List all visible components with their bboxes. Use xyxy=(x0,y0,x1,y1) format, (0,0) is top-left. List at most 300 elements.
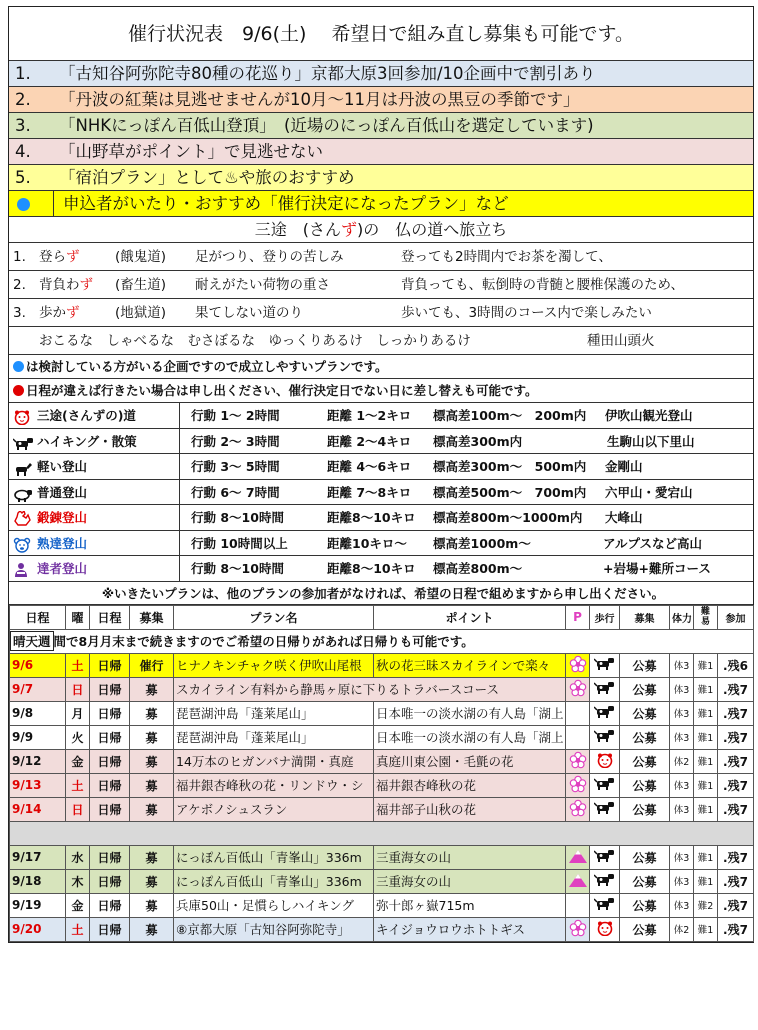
table-row[interactable] xyxy=(10,701,754,725)
row-difficulty: 難1 xyxy=(694,653,718,677)
highlight-text: 「NHKにっぽん百低山登頂」 (近場のにっぽん百低山を選定しています) xyxy=(59,116,594,135)
request-note: ※いきたいプランは、他のプランの参加者がなければ、希望の日程で組めますから申し出ください。 xyxy=(9,582,753,605)
row-difficulty: 難1 xyxy=(694,701,718,725)
highlight-item xyxy=(9,165,753,191)
row-recruit: 公募 xyxy=(620,893,670,917)
level-distance: 距離 2〜4キロ xyxy=(327,433,412,449)
tiger-face-icon xyxy=(590,917,620,941)
dog-icon xyxy=(590,677,620,701)
row-recruit: 公募 xyxy=(620,749,670,773)
mantra-row xyxy=(9,243,753,271)
table-row[interactable] xyxy=(10,653,754,677)
table-row[interactable] xyxy=(10,677,754,701)
row-difficulty: 難1 xyxy=(694,917,718,941)
table-row[interactable] xyxy=(10,797,754,821)
mantra-note: 歩いても、3時間のコース内で楽しみたい xyxy=(401,305,652,321)
level-action: 行動 1〜 2時間 xyxy=(191,408,280,423)
row-recruit: 公募 xyxy=(620,845,670,869)
highlight-item xyxy=(9,139,753,165)
row-date: 9/13 xyxy=(10,773,66,797)
row-join: .残7 xyxy=(718,701,754,725)
level-action: 行動 6〜 7時間 xyxy=(191,484,280,500)
row-point xyxy=(374,869,566,893)
rooster-icon xyxy=(13,510,29,524)
highlight-text: 「宿泊プラン」として♨や旅のおすすめ xyxy=(59,168,355,187)
row-plan xyxy=(174,869,374,893)
row-difficulty: 難1 xyxy=(694,677,718,701)
row-difficulty: 難2 xyxy=(694,893,718,917)
row-point xyxy=(374,893,566,917)
row-plan xyxy=(174,893,374,917)
proverb-author: 種田山頭火 xyxy=(587,333,655,349)
point-text: 日本唯一の淡水湖の有人島「湖上 xyxy=(376,730,564,745)
mantra-desc: 足がつり、登りの苦しみ xyxy=(195,249,344,265)
mantra-verb xyxy=(39,271,93,299)
level-divider xyxy=(179,556,180,582)
highlight-number: 3. xyxy=(15,116,31,135)
mantra-verb xyxy=(39,243,80,271)
level-name: 三途(さんずの)道 xyxy=(37,408,136,423)
row-point xyxy=(374,725,566,749)
hdr-diff-b: 易 xyxy=(700,617,710,627)
level-row xyxy=(9,429,753,455)
level-distance: 距離 7〜8キロ xyxy=(327,484,412,500)
row-date: 9/18 xyxy=(10,869,66,893)
hdr-date: 日程 xyxy=(10,605,66,629)
row-recruit: 公募 xyxy=(620,725,670,749)
dog-icon xyxy=(590,797,620,821)
banner-box: 晴天週 xyxy=(10,631,54,651)
row-difficulty: 難1 xyxy=(694,725,718,749)
level-name: 鍛錬登山 xyxy=(37,510,88,525)
level-row xyxy=(9,454,753,480)
level-list xyxy=(9,403,753,582)
row-recruit: 公募 xyxy=(620,677,670,701)
row-date: 9/20 xyxy=(10,917,66,941)
plan-name: にっぽん百低山「青峯山」336m xyxy=(176,850,362,865)
row-stamina: 体3 xyxy=(670,725,694,749)
mantra-row xyxy=(9,299,753,327)
highlight-number: 4. xyxy=(15,142,31,161)
row-status: 募 xyxy=(130,749,174,773)
mountain-icon xyxy=(566,869,590,893)
level-row xyxy=(9,505,753,531)
mantra-num: 1. xyxy=(13,249,26,265)
row-plan xyxy=(174,845,374,869)
level-elevation: 標高差300m〜 500m内 xyxy=(433,459,587,474)
row-status: 募 xyxy=(130,797,174,821)
level-name: 軽い登山 xyxy=(37,459,88,474)
notice-text: 申込者がいたり・おすすめ「催行決定になったプラン」など xyxy=(63,194,509,213)
plan-name[interactable]: 14万本のヒガンバナ満開・真庭 xyxy=(176,754,354,769)
level-distance: 距離 1〜2キロ xyxy=(327,408,412,423)
plan-name: 琵琶湖沖島「蓬莱尾山」 xyxy=(176,730,314,745)
row-plan xyxy=(174,917,374,941)
level-row xyxy=(9,480,753,506)
dog-icon xyxy=(590,773,620,797)
row-date: 9/8 xyxy=(10,701,66,725)
subtitle-red: ず xyxy=(340,220,357,239)
row-status: 募 xyxy=(130,701,174,725)
mantra-verb-a: 登ら xyxy=(39,249,66,265)
row-plan xyxy=(174,749,374,773)
plan-name[interactable]: 福井銀杏峰秋の花・リンドウ・シ xyxy=(176,778,364,793)
mantra-row xyxy=(9,271,753,299)
hdr-recruit: 募集 xyxy=(620,605,670,629)
highlight-text: 「古知谷阿弥陀寺80種の花巡り」京都大原3回参加/10企画中で割引あり xyxy=(59,64,596,83)
tiger-face-icon xyxy=(590,749,620,773)
row-status: 募 xyxy=(130,869,174,893)
table-row[interactable] xyxy=(10,773,754,797)
flower-icon xyxy=(566,749,590,773)
spacer-cell xyxy=(10,821,754,845)
row-join: .残7 xyxy=(718,773,754,797)
mountain-icon xyxy=(566,845,590,869)
level-divider xyxy=(179,505,180,531)
row-type: 日帰 xyxy=(90,869,130,893)
row-recruit: 公募 xyxy=(620,797,670,821)
row-plan xyxy=(174,677,566,701)
level-elevation: 標高差100m〜 200m内 xyxy=(433,408,587,423)
red-dot-icon xyxy=(13,385,24,396)
dog-icon xyxy=(590,701,620,725)
dog-icon xyxy=(590,653,620,677)
level-action: 行動 10時間以上 xyxy=(191,535,288,551)
level-distance: 距離 4〜6キロ xyxy=(327,459,412,474)
row-plan xyxy=(174,653,374,677)
dog-icon xyxy=(590,869,620,893)
bear-icon xyxy=(13,536,29,550)
row-point xyxy=(374,917,566,941)
mantra-list xyxy=(9,243,753,327)
flower-icon xyxy=(566,653,590,677)
highlight-number: 2. xyxy=(15,90,31,109)
table-row[interactable] xyxy=(10,893,754,917)
point-text: 福井銀杏峰秋の花 xyxy=(376,778,477,793)
table-row[interactable] xyxy=(10,845,754,869)
highlight-item xyxy=(9,61,753,87)
dog-icon xyxy=(590,893,620,917)
table-row[interactable] xyxy=(10,749,754,773)
row-plan xyxy=(174,701,374,725)
row-dow: 金 xyxy=(66,893,90,917)
row-dow: 火 xyxy=(66,725,90,749)
flower-icon xyxy=(566,677,590,701)
level-example: 大峰山 xyxy=(605,510,643,525)
row-type: 日帰 xyxy=(90,917,130,941)
mantra-verb xyxy=(39,299,80,327)
level-divider xyxy=(179,403,180,429)
plan-name: 兵庫50山・足慣らしハイキング xyxy=(176,898,355,913)
row-date: 9/7 xyxy=(10,677,66,701)
spacer-row xyxy=(10,821,754,845)
row-stamina: 体2 xyxy=(670,917,694,941)
level-divider xyxy=(179,454,180,480)
highlight-text: 「丹波の紅葉は見逃せませんが10月〜11月は丹波の黒豆の季節です」 xyxy=(59,90,580,109)
row-type: 日帰 xyxy=(90,677,130,701)
row-dow: 木 xyxy=(66,869,90,893)
page-title: 催行状況表 9/6(土) 希望日で組み直し募集も可能です。 xyxy=(9,7,753,61)
row-recruit: 公募 xyxy=(620,869,670,893)
flower-icon xyxy=(566,797,590,821)
row-dow: 月 xyxy=(66,701,90,725)
note-blue-text: は検討している方がいる企画ですので成立しやすいプランです。 xyxy=(26,359,388,374)
row-type: 日帰 xyxy=(90,893,130,917)
level-example: +岩場+難所コース xyxy=(603,561,711,576)
row-point xyxy=(374,749,566,773)
row-difficulty: 難1 xyxy=(694,869,718,893)
row-dow: 土 xyxy=(66,653,90,677)
level-action: 行動 8〜10時間 xyxy=(191,561,284,576)
row-type: 日帰 xyxy=(90,845,130,869)
subtitle-pre: 三途 (さん xyxy=(254,220,341,239)
row-stamina: 体3 xyxy=(670,869,694,893)
point-text: 三重海女の山 xyxy=(376,850,452,865)
row-join: .残7 xyxy=(718,893,754,917)
level-divider xyxy=(179,429,180,455)
level-elevation: 標高差300m内 xyxy=(433,433,523,449)
level-example: 六甲山・愛宕山 xyxy=(605,484,693,500)
row-difficulty: 難1 xyxy=(694,797,718,821)
level-example: 金剛山 xyxy=(605,459,643,474)
table-row[interactable] xyxy=(10,725,754,749)
mantra-realm: (餓鬼道) xyxy=(115,249,167,265)
row-date: 9/14 xyxy=(10,797,66,821)
hdr-dow: 曜 xyxy=(66,605,90,629)
row-status: 募 xyxy=(130,677,174,701)
blue-dot-icon xyxy=(13,361,24,372)
note-red xyxy=(9,379,753,403)
level-action: 行動 2〜 3時間 xyxy=(191,433,280,449)
highlight-text: 「山野草がポイント」で見逃せない xyxy=(59,142,323,161)
empty-p-cell xyxy=(566,701,590,725)
plan-name: にっぽん百低山「青峯山」336m xyxy=(176,874,362,889)
row-point xyxy=(374,701,566,725)
table-row[interactable] xyxy=(10,869,754,893)
row-status: 募 xyxy=(130,845,174,869)
highlight-item xyxy=(9,113,753,139)
level-row xyxy=(9,531,753,557)
mantra-verb-a: 背負わ xyxy=(39,277,80,293)
dog-icon xyxy=(13,434,29,448)
plan-name: 琵琶湖沖島「蓬莱尾山」 xyxy=(176,706,314,721)
level-name: 普通登山 xyxy=(37,484,88,500)
level-elevation: 標高差1000m〜 xyxy=(433,535,531,551)
row-date: 9/19 xyxy=(10,893,66,917)
plan-name[interactable]: ヒナノキンチャク咲く伊吹山尾根 xyxy=(176,658,362,673)
row-status: 募 xyxy=(130,917,174,941)
mantra-num: 3. xyxy=(13,305,26,321)
empty-p-cell xyxy=(566,725,590,749)
level-elevation: 標高差800m〜 xyxy=(433,561,523,576)
row-type: 日帰 xyxy=(90,797,130,821)
row-recruit: 公募 xyxy=(620,917,670,941)
row-stamina: 体3 xyxy=(670,677,694,701)
level-name: 達者登山 xyxy=(37,561,88,576)
row-type: 日帰 xyxy=(90,653,130,677)
plan-name: スカイライン有料から静馬ヶ原に下りるトラバースコース xyxy=(176,682,500,697)
row-stamina: 体3 xyxy=(670,797,694,821)
level-example: アルプスなど高山 xyxy=(603,535,703,551)
level-distance: 距離10キロ〜 xyxy=(327,535,407,551)
row-date: 9/17 xyxy=(10,845,66,869)
row-date: 9/9 xyxy=(10,725,66,749)
level-distance: 距離8〜10キロ xyxy=(327,561,416,576)
row-dow: 日 xyxy=(66,677,90,701)
level-row xyxy=(9,403,753,429)
schedule-table xyxy=(9,605,754,942)
row-stamina: 体3 xyxy=(670,701,694,725)
highlight-number: 5. xyxy=(15,168,31,187)
row-stamina: 体3 xyxy=(670,845,694,869)
subtitle-post: )の 仏の道へ旅立ち xyxy=(357,220,508,239)
row-plan xyxy=(174,725,374,749)
flower-icon xyxy=(566,773,590,797)
mantra-desc: 果てしない道のり xyxy=(195,305,303,321)
mantra-realm: (畜生道) xyxy=(115,277,167,293)
point-text: キイジョウロウホトトギス xyxy=(376,922,526,937)
row-recruit: 公募 xyxy=(620,653,670,677)
point-text[interactable]: 弥十郎ヶ嶽715m xyxy=(376,898,475,913)
point-text: 三重海女の山 xyxy=(376,874,452,889)
mantra-num: 2. xyxy=(13,277,26,293)
row-point xyxy=(374,845,566,869)
row-dow: 日 xyxy=(66,797,90,821)
notice-row xyxy=(9,191,753,217)
row-date: 9/6 xyxy=(10,653,66,677)
row-join: .残7 xyxy=(718,845,754,869)
row-plan xyxy=(174,773,374,797)
mantra-desc: 耐えがたい荷物の重さ xyxy=(195,277,330,293)
row-point xyxy=(374,797,566,821)
mantra-verb-b: ず xyxy=(66,305,80,321)
point-text: 日本唯一の淡水湖の有人島「湖上 xyxy=(376,706,564,721)
row-join: .残7 xyxy=(718,725,754,749)
hdr-diff-a: 難 xyxy=(700,607,710,617)
level-name: ハイキング・散策 xyxy=(37,433,137,449)
proverb-text: おこるな しゃべるな むさぼるな ゆっくりあるけ しっかりあるけ xyxy=(39,333,471,349)
dog-icon xyxy=(590,725,620,749)
row-dow: 土 xyxy=(66,917,90,941)
point-text: 秋の花三昧スカイラインで楽々 xyxy=(376,658,551,673)
row-difficulty: 難1 xyxy=(694,845,718,869)
row-stamina: 体3 xyxy=(670,653,694,677)
level-elevation: 標高差500m〜 700m内 xyxy=(433,484,587,500)
note-red-text: 日程が違えば行きたい場合は申し出ください、催行決定日でない日に差し替えも可能です。 xyxy=(26,383,538,398)
row-date: 9/12 xyxy=(10,749,66,773)
row-difficulty: 難1 xyxy=(694,749,718,773)
level-elevation: 標高差800m〜1000m内 xyxy=(433,510,583,525)
row-status: 催行 xyxy=(130,653,174,677)
row-join: .残7 xyxy=(718,749,754,773)
flower-icon xyxy=(566,917,590,941)
mantra-verb-b: ず xyxy=(66,249,80,265)
row-type: 日帰 xyxy=(90,773,130,797)
point-text: 福井部子山秋の花 xyxy=(376,802,477,817)
monk-icon xyxy=(13,561,29,575)
row-point xyxy=(374,653,566,677)
highlight-list xyxy=(9,61,753,191)
level-name: 熟達登山 xyxy=(37,535,88,551)
dog-icon xyxy=(590,845,620,869)
note-blue xyxy=(9,355,753,379)
row-difficulty: 難1 xyxy=(694,773,718,797)
row-stamina: 体3 xyxy=(670,893,694,917)
hdr-diff xyxy=(694,605,718,629)
level-divider xyxy=(179,531,180,557)
plan-name: ⑧京都大原「古知谷阿弥陀寺」 xyxy=(176,922,350,937)
row-join: .残7 xyxy=(718,677,754,701)
row-join: .残7 xyxy=(718,917,754,941)
mantra-verb-b: ず xyxy=(79,277,93,293)
hdr-plan: プラン名 xyxy=(174,605,374,629)
row-point xyxy=(374,773,566,797)
row-join: .残7 xyxy=(718,797,754,821)
level-distance: 距離8〜10キロ xyxy=(327,510,416,525)
schedule-sheet xyxy=(8,6,754,943)
row-recruit: 公募 xyxy=(620,701,670,725)
hdr-stamina: 体力 xyxy=(670,605,694,629)
row-status: 募 xyxy=(130,773,174,797)
row-type: 日帰 xyxy=(90,725,130,749)
mantra-verb-a: 歩か xyxy=(39,305,66,321)
level-action: 行動 3〜 5時間 xyxy=(191,459,280,474)
row-stamina: 体2 xyxy=(670,749,694,773)
level-row xyxy=(9,556,753,582)
banner-text: 間で8月月末まで続きますのでご希望の日帰りがあれば日帰りも可能です。 xyxy=(53,634,474,649)
level-action: 行動 8〜10時間 xyxy=(191,510,284,525)
tiger-face-icon xyxy=(13,408,29,422)
row-dow: 水 xyxy=(66,845,90,869)
row-type: 日帰 xyxy=(90,749,130,773)
table-row[interactable] xyxy=(10,917,754,941)
mantra-realm: (地獄道) xyxy=(115,305,167,321)
horse-icon xyxy=(13,459,29,473)
empty-p-cell xyxy=(566,893,590,917)
row-dow: 金 xyxy=(66,749,90,773)
hdr-point: ポイント xyxy=(374,605,566,629)
hdr-walk: 歩行 xyxy=(590,605,620,629)
row-join: .残7 xyxy=(718,869,754,893)
proverb-row xyxy=(9,327,753,355)
hdr-join: 参加 xyxy=(718,605,754,629)
level-example: 生駒山以下里山 xyxy=(607,433,695,449)
point-text: 真庭川東公園・毛氈の花 xyxy=(376,754,514,769)
table-header xyxy=(10,605,754,629)
plan-name: アケボノシュスラン xyxy=(176,802,288,817)
row-status: 募 xyxy=(130,725,174,749)
hdr-status: 募集 xyxy=(130,605,174,629)
mantra-note: 登っても2時間内でお茶を濁して、 xyxy=(401,249,612,265)
highlight-number: 1. xyxy=(15,64,31,83)
row-type: 日帰 xyxy=(90,701,130,725)
row-status: 募 xyxy=(130,893,174,917)
row-stamina: 体3 xyxy=(670,773,694,797)
hdr-type: 日程 xyxy=(90,605,130,629)
sheep-icon xyxy=(13,485,29,499)
row-dow: 土 xyxy=(66,773,90,797)
highlight-item xyxy=(9,87,753,113)
mantra-note: 背負っても、転倒時の背髄と腰椎保護のため、 xyxy=(401,277,684,293)
hdr-p: P xyxy=(566,605,590,629)
row-join: .残6 xyxy=(718,653,754,677)
subtitle xyxy=(9,217,753,243)
banner-row xyxy=(10,629,754,653)
row-recruit: 公募 xyxy=(620,773,670,797)
blue-dot-icon xyxy=(17,198,30,211)
level-divider xyxy=(179,480,180,506)
level-example: 伊吹山観光登山 xyxy=(605,408,693,423)
